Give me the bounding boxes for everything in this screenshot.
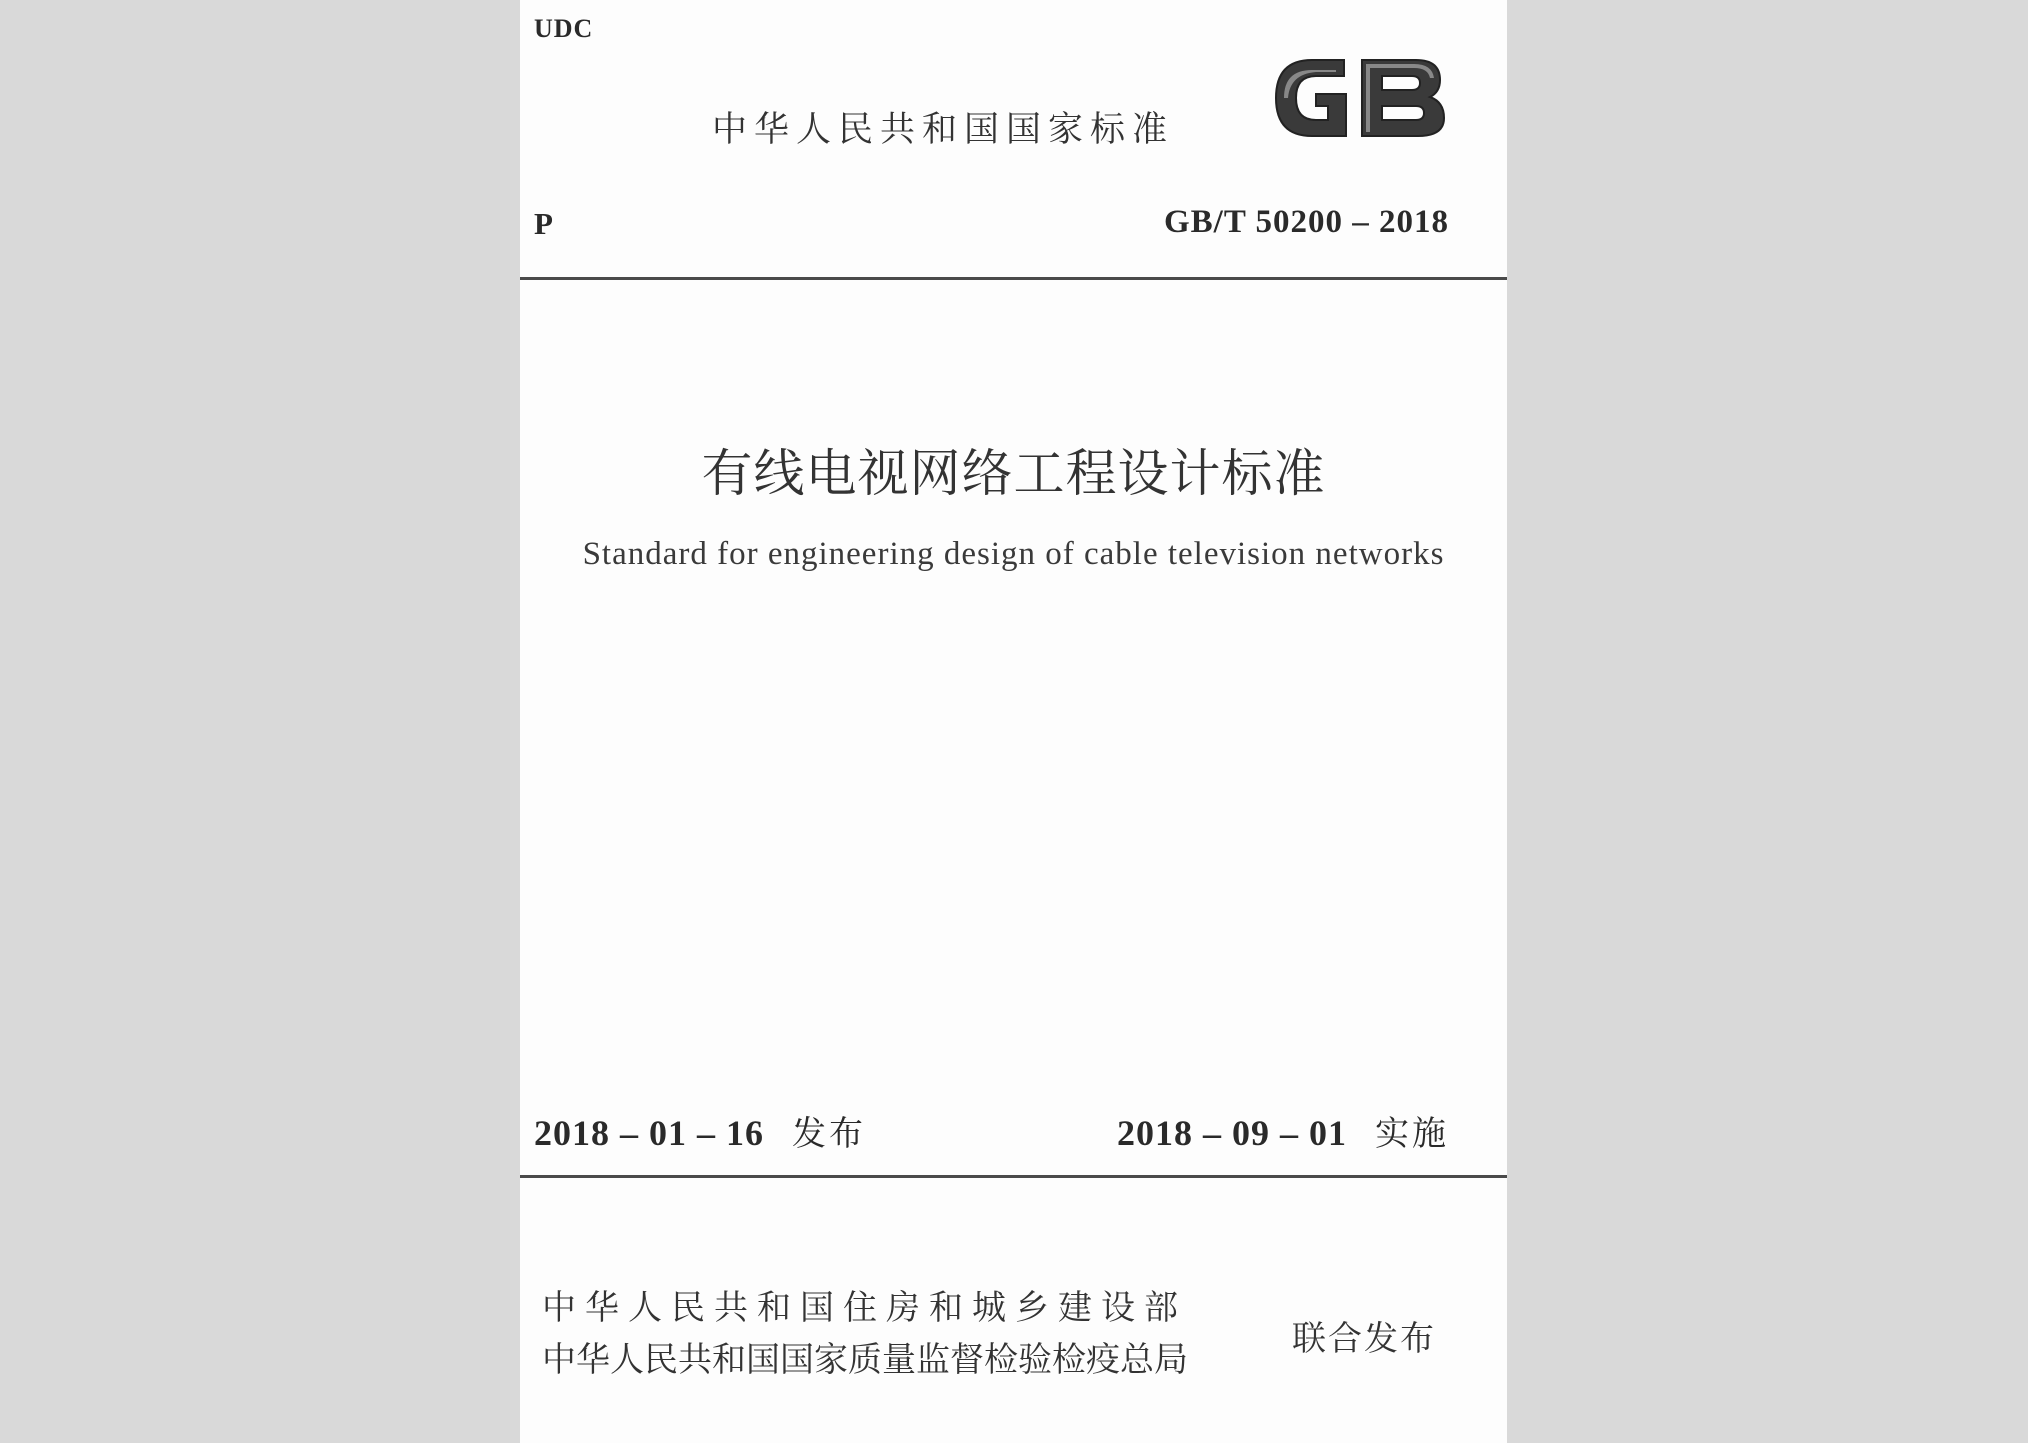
joint-issue-label: 联合发布	[1292, 1319, 1436, 1359]
implement-date: 2018 – 09 – 01	[1117, 1113, 1347, 1153]
issuer-ministry-housing: 中华人民共和国住房和城乡建设部	[542, 1288, 1187, 1328]
standard-cover-page	[520, 0, 1507, 1443]
top-divider	[520, 277, 1507, 280]
bottom-divider	[520, 1175, 1507, 1178]
issuer-quality-inspection: 中华人民共和国国家质量监督检验检疫总局	[542, 1340, 1188, 1380]
implement-date-block	[1117, 1106, 1449, 1155]
release-label: 发布	[792, 1114, 866, 1154]
release-date: 2018 – 01 – 16	[534, 1113, 764, 1153]
classification-code: P	[534, 206, 553, 241]
udc-label: UDC	[534, 14, 594, 43]
release-date-block	[534, 1106, 866, 1155]
title-chinese: 有线电视网络工程设计标准	[701, 445, 1326, 504]
title-english: Standard for engineering design of cable television networks	[582, 536, 1445, 572]
national-standard-label: 中华人民共和国国家标准	[712, 110, 1175, 150]
implement-label: 实施	[1375, 1114, 1449, 1154]
issuer-list	[542, 1282, 1188, 1386]
gb-logo	[1266, 48, 1452, 148]
standard-number: GB/T 50200 – 2018	[1163, 204, 1449, 240]
